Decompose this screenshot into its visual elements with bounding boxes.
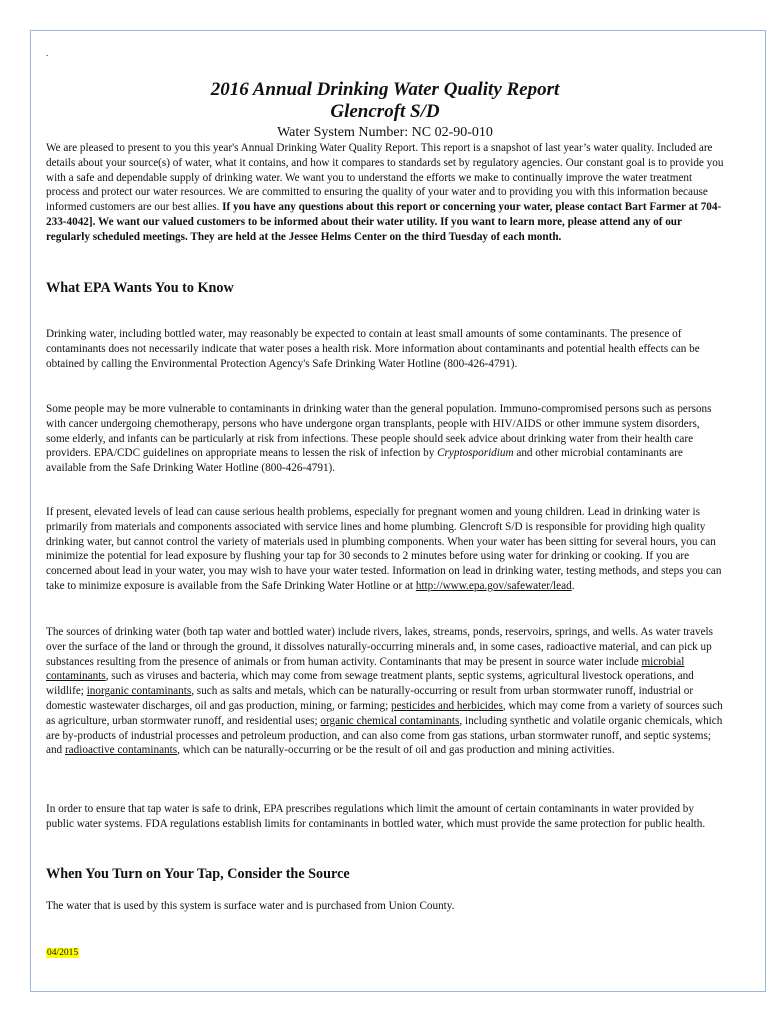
- sources-text-2: , such as viruses and bacteria, which may come from sewage treatment plants, septic systems, agricultural livestock operations, and wildlife;: [46, 670, 694, 698]
- intro-paragraph: [46, 141, 724, 245]
- vulnerable-text-end: and other microbial contaminants are available from the Safe Drinking Water Hotline (800-426-4791).: [46, 447, 683, 475]
- sources-text-5: , including synthetic and volatile organic chemicals, which are by-products of industrial processes and petroleum production, and can also come from gas stations, urban stormwater runoff, and septic systems; and: [46, 714, 723, 757]
- intro-contact-text: If you have any questions about this report or concerning your water, please contact Bart Farmer at 704-233-4042]. We want our valued customers to be informed about their water utility. If you want to learn more, please attend any of our regularly scheduled meetings. They are held at the Jessee Helms Center on the third Tuesday of each month.: [46, 201, 722, 243]
- lead-text: If present, elevated levels of lead can cause serious health problems, especially for pregnant women and young children. Lead in drinking water is primarily from materials and components associated with service lines and home plumbing. Glencroft S/D is responsible for providing high quality drinking water, but cannot control the variety of materials used in plumbing components. When your water has been sitting for several hours, you can minimize the potential for lead exposure by flushing your tap for 30 seconds to 2 minutes before using water for drinking or cooking. If you are concerned about lead in your water, you may wish to have your water tested. Information on lead in drinking water, testing methods, and steps you can take to minimize exposure is available from the Safe Drinking Water Hotline or at: [46, 506, 722, 592]
- page-marker: .: [46, 48, 49, 58]
- paragraph-sources: [46, 625, 724, 758]
- sources-text-1: The sources of drinking water (both tap water and bottled water) include rivers, lakes, streams, ponds, reservoirs, springs, and wells. As water travels over the surface of the land or through the ground, it dissolves naturally-occurring minerals and, in some cases, radioactive material, and can pick up substances resulting from the presence of animals or from human activity. Contaminants that may be present in source water include: [46, 626, 714, 668]
- pesticides-herbicides-term: pesticides and herbicides: [390, 699, 503, 712]
- heading-epa: What EPA Wants You to Know: [46, 280, 234, 296]
- paragraph-regulations: In order to ensure that tap water is safe to drink, EPA prescribes regulations which limit the amount of certain contaminants in water provided by public water systems. FDA regulations establish limits for contaminants in bottled water, which must provide the same protection for public health.: [46, 803, 706, 830]
- sources-text-6: , which can be naturally-occurring or be the result of oil and gas production and mining activities.: [177, 744, 615, 757]
- system-name: Glencroft S/D: [330, 101, 440, 122]
- paragraph-source: The water that is used by this system is surface water and is purchased from Union County.: [46, 900, 455, 912]
- sources-text-3: , such as salts and metals, which can be naturally-occurring or result from urban stormwater runoff, industrial or domestic wastewater discharges, oil and gas production, mining, or farming;: [46, 685, 694, 712]
- cryptosporidium-term: Cryptosporidium: [437, 447, 514, 460]
- water-system-number: Water System Number: NC 02-90-010: [277, 125, 493, 140]
- lead-text-end: .: [571, 579, 575, 592]
- intro-text: We are pleased to present to you this year's Annual Drinking Water Quality Report. This report is a snapshot of last year’s water quality. Included are details about your source(s) of water, what it contains, and how it compares to standards set by regulatory agencies. Our constant goal is to provide you with a safe and dependable supply of drinking water. We want you to understand the efforts we make to continually improve the water treatment process and protect our water resources. We are committed to ensuring the quality of your water and to providing you with this information because informed customers are our best allies.: [46, 142, 724, 214]
- vulnerable-text: Some people may be more vulnerable to contaminants in drinking water than the general population. Immuno-compromised persons such as persons with cancer undergoing chemotherapy, persons who have undergone organ transplants, people with HIV/AIDS or other immune system disorders, some elderly, and infants can be particularly at risk from infections. These people should seek advice about drinking water from their health care providers. EPA/CDC guidelines on appropriate means to lessen the risk of infection by: [46, 403, 712, 460]
- paragraph-vulnerable: [46, 402, 724, 476]
- report-title: 2016 Annual Drinking Water Quality Report: [210, 79, 560, 100]
- heading-source: When You Turn on Your Tap, Consider the Source: [46, 866, 350, 882]
- footer-date: 04/2015: [47, 948, 79, 958]
- inorganic-contaminants-term: inorganic contaminants: [86, 685, 192, 698]
- radioactive-contaminants-term: radioactive contaminants: [64, 744, 178, 757]
- organic-chemical-term: organic chemical contaminants: [320, 714, 460, 727]
- paragraph-bottled-water: Drinking water, including bottled water, may reasonably be expected to contain at least small amounts of some contaminants. The presence of contaminants does not necessarily indicate that water poses a health risk. More information about contaminants and potential health effects can be obtained by calling the Environmental Protection Agency's Safe Drinking Water Hotline (800-426-4791).: [46, 328, 700, 370]
- paragraph-lead: [46, 505, 724, 594]
- sources-text-4: , which may come from a variety of sources such as agriculture, urban stormwater runoff, and residential uses;: [46, 699, 723, 727]
- microbial-contaminants-term: microbial contaminants: [46, 655, 685, 683]
- epa-lead-link[interactable]: http://www.epa.gov/safewater/lead: [415, 579, 572, 592]
